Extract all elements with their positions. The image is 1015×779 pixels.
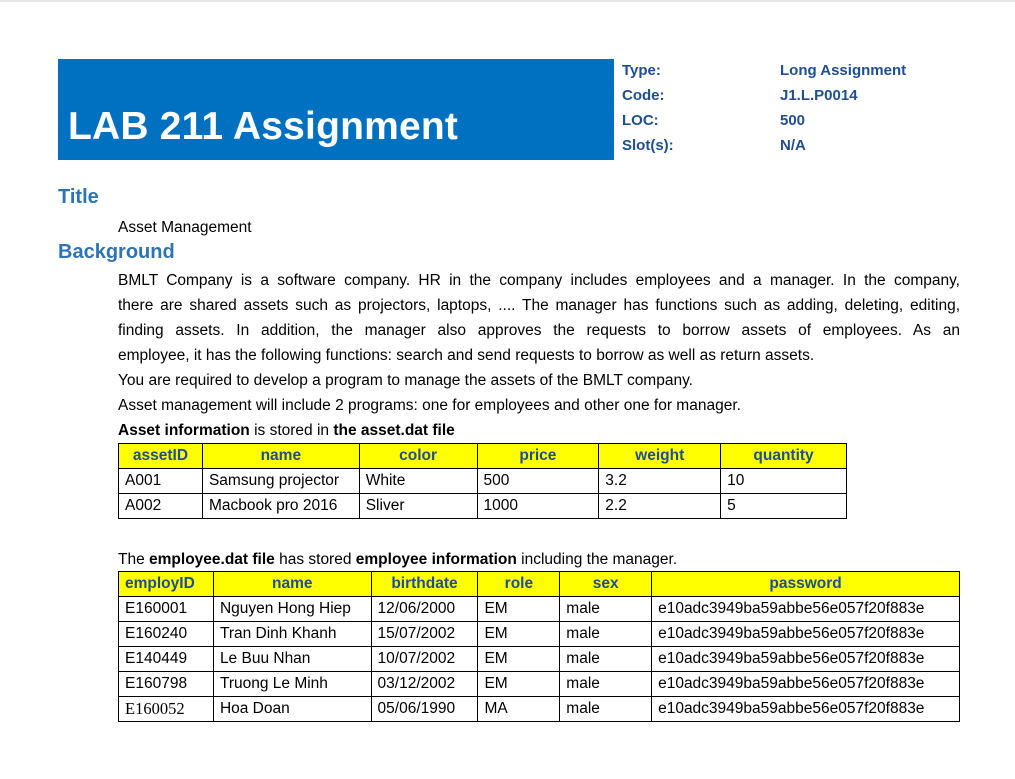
table-cell: male bbox=[560, 697, 652, 722]
meta-row-slots bbox=[622, 137, 952, 162]
employee-caption-bold-1: employee.dat file bbox=[149, 551, 275, 568]
background-line: there are shared assets such as projectors, laptops, .... The manager has functions such as adding, deleting, editing, bbox=[118, 297, 960, 314]
table-row bbox=[119, 494, 847, 519]
table-row bbox=[119, 597, 960, 622]
employee-caption bbox=[118, 547, 960, 572]
table-cell: 05/06/1990 bbox=[371, 697, 478, 722]
table-cell: Tran Dinh Khanh bbox=[213, 622, 371, 647]
table-cell: E140449 bbox=[119, 647, 214, 672]
background-line: finding assets. In addition, the manager also approves the requests to borrow assets of employees. As an bbox=[118, 322, 960, 339]
table-cell: 10 bbox=[721, 469, 847, 494]
meta-value: 500 bbox=[780, 112, 806, 129]
table-cell: male bbox=[560, 622, 652, 647]
table-cell: E160240 bbox=[119, 622, 214, 647]
table-cell: EM bbox=[478, 597, 560, 622]
table-cell: Truong Le Minh bbox=[213, 672, 371, 697]
employee-caption-bold-2: employee information bbox=[355, 551, 517, 568]
table-row bbox=[119, 697, 960, 722]
table-cell: Macbook pro 2016 bbox=[202, 494, 359, 519]
table-cell: MA bbox=[478, 697, 560, 722]
meta-value: N/A bbox=[780, 137, 806, 154]
table-row bbox=[119, 622, 960, 647]
meta-row-code bbox=[622, 87, 952, 112]
table-row bbox=[119, 647, 960, 672]
column-header: price bbox=[477, 444, 599, 469]
background-line: You are required to develop a program to manage the assets of the BMLT company. bbox=[118, 372, 693, 389]
table-cell: e10adc3949ba59abbe56e057f20f883e bbox=[652, 622, 960, 647]
table-cell: male bbox=[560, 672, 652, 697]
table-cell: e10adc3949ba59abbe56e057f20f883e bbox=[652, 672, 960, 697]
background-line: Asset management will include 2 programs: one for employees and other one for manager. bbox=[118, 397, 741, 414]
employee-table-header bbox=[119, 572, 960, 597]
table-cell: 1000 bbox=[477, 494, 599, 519]
table-cell: 10/07/2002 bbox=[371, 647, 478, 672]
table-cell: A002 bbox=[119, 494, 203, 519]
table-cell: EM bbox=[478, 622, 560, 647]
column-header: employID bbox=[119, 572, 214, 597]
table-cell: e10adc3949ba59abbe56e057f20f883e bbox=[652, 647, 960, 672]
meta-value: J1.L.P0014 bbox=[780, 87, 858, 104]
banner-title: LAB 211 Assignment bbox=[68, 105, 459, 148]
top-divider bbox=[0, 0, 1015, 2]
table-cell: 500 bbox=[477, 469, 599, 494]
table-row bbox=[119, 469, 847, 494]
meta-key: LOC: bbox=[622, 112, 659, 129]
background-line: employee, it has the following functions: search and send requests to borrow as well as return assets. bbox=[118, 347, 815, 364]
table-cell: e10adc3949ba59abbe56e057f20f883e bbox=[652, 697, 960, 722]
column-header: color bbox=[359, 444, 477, 469]
asset-table-header bbox=[119, 444, 847, 469]
table-cell: Le Buu Nhan bbox=[213, 647, 371, 672]
table-cell: EM bbox=[478, 647, 560, 672]
assignment-meta bbox=[622, 62, 952, 162]
table-cell: 5 bbox=[721, 494, 847, 519]
asset-caption-bold-2: the asset.dat file bbox=[333, 422, 455, 439]
table-cell: E160052 bbox=[119, 697, 214, 722]
column-header: password bbox=[652, 572, 960, 597]
table-row bbox=[119, 672, 960, 697]
column-header: birthdate bbox=[371, 572, 478, 597]
meta-row-loc bbox=[622, 112, 952, 137]
table-cell: A001 bbox=[119, 469, 203, 494]
table-cell: male bbox=[560, 647, 652, 672]
employee-table bbox=[118, 571, 960, 722]
meta-key: Slot(s): bbox=[622, 137, 674, 154]
meta-key: Code: bbox=[622, 87, 665, 104]
column-header: weight bbox=[599, 444, 721, 469]
meta-key: Type: bbox=[622, 62, 661, 79]
employee-caption-text: The bbox=[118, 551, 150, 568]
meta-row-type bbox=[622, 62, 952, 87]
column-header: role bbox=[478, 572, 560, 597]
table-cell: Sliver bbox=[359, 494, 477, 519]
table-cell: 3.2 bbox=[599, 469, 721, 494]
table-cell: White bbox=[359, 469, 477, 494]
table-cell: Nguyen Hong Hiep bbox=[213, 597, 371, 622]
table-cell: 15/07/2002 bbox=[371, 622, 478, 647]
table-cell: EM bbox=[478, 672, 560, 697]
title-heading: Title bbox=[58, 186, 99, 208]
column-header: name bbox=[202, 444, 359, 469]
table-cell: E160001 bbox=[119, 597, 214, 622]
table-cell: E160798 bbox=[119, 672, 214, 697]
table-cell: Hoa Doan bbox=[213, 697, 371, 722]
asset-table bbox=[118, 443, 847, 519]
column-header: quantity bbox=[721, 444, 847, 469]
title-text: Asset Management bbox=[118, 219, 252, 236]
table-cell: 03/12/2002 bbox=[371, 672, 478, 697]
employee-caption-text: including the manager. bbox=[516, 551, 678, 568]
meta-value: Long Assignment bbox=[780, 62, 907, 79]
asset-caption-text: is stored in bbox=[249, 422, 334, 439]
background-line: BMLT Company is a software company. HR in the company includes employees and a manager. In the company, bbox=[118, 272, 960, 289]
asset-caption-bold-1: Asset information bbox=[118, 422, 250, 439]
table-cell: 2.2 bbox=[599, 494, 721, 519]
background-heading: Background bbox=[58, 241, 175, 263]
table-cell: Samsung projector bbox=[202, 469, 359, 494]
table-cell: e10adc3949ba59abbe56e057f20f883e bbox=[652, 597, 960, 622]
asset-caption bbox=[118, 418, 960, 443]
column-header: assetID bbox=[119, 444, 203, 469]
column-header: name bbox=[213, 572, 371, 597]
table-cell: male bbox=[560, 597, 652, 622]
title-banner bbox=[58, 59, 614, 160]
column-header: sex bbox=[560, 572, 652, 597]
table-cell: 12/06/2000 bbox=[371, 597, 478, 622]
employee-caption-text: has stored bbox=[274, 551, 356, 568]
